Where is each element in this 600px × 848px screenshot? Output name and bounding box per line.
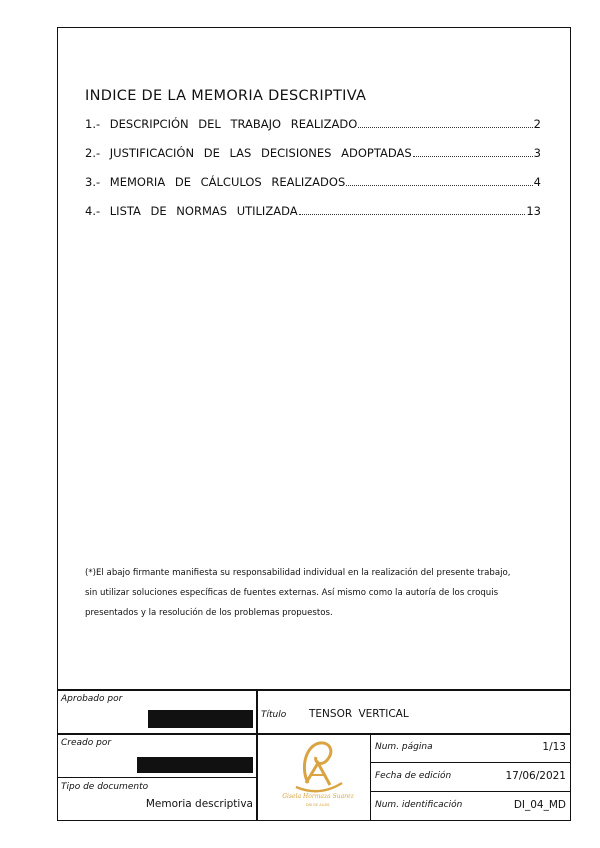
approved-by-label: Aprobado por	[61, 694, 123, 704]
responsibility-note-line-1: (*)El abajo firmante manifiesta su responsabilidad individual en la realización del presente trabajo,	[85, 568, 511, 578]
redacted-name-bar	[148, 710, 253, 728]
toc-item-label: 1.- DESCRIPCIÓN DEL TRABAJO REALIZADO	[85, 117, 358, 131]
author-logo	[270, 733, 366, 817]
toc-item-4	[85, 204, 541, 218]
created-by-label: Creado por	[61, 738, 112, 748]
toc-item-page: 3	[533, 146, 541, 160]
document-title-value: TENSOR VERTICAL	[309, 708, 409, 720]
toc-leader-dots	[299, 214, 526, 215]
logo-subtext: DNI DE ALUM.	[305, 803, 331, 807]
document-type-label: Tipo de documento	[61, 782, 149, 792]
title-label: Título	[261, 710, 287, 720]
title-block-top-border	[57, 689, 571, 691]
logo-text: Gisela Hormaza Suarez	[282, 793, 354, 800]
toc-leader-dots	[358, 127, 532, 128]
toc-item-page: 13	[526, 204, 541, 218]
page-number-value: 1/13	[542, 741, 566, 753]
toc-item-2	[85, 146, 541, 160]
title-block-divider-vertical	[256, 689, 258, 821]
responsibility-note-line-2: sin utilizar soluciones específicas de fuentes externas. Así mismo como la autoría de los croquis	[85, 588, 499, 598]
title-block-row-divider	[370, 762, 571, 763]
index-title: INDICE DE LA MEMORIA DESCRIPTIVA	[85, 88, 367, 104]
title-block-row-divider	[370, 791, 571, 792]
toc-item-3	[85, 175, 541, 189]
identification-number-value: DI_04_MD	[513, 799, 566, 811]
toc-item-label: 4.- LISTA DE NORMAS UTILIZADA	[85, 204, 298, 218]
page-number-label: Num. página	[375, 742, 433, 752]
title-block-divider-right-col	[370, 733, 371, 821]
toc-item-page: 2	[533, 117, 541, 131]
edition-date-label: Fecha de edición	[375, 771, 452, 781]
identification-number-label: Num. identificación	[375, 800, 463, 810]
toc-item-label: 2.- JUSTIFICACIÓN DE LAS DECISIONES ADOPTADAS	[85, 146, 412, 160]
toc-item-label: 3.- MEMORIA DE CÁLCULOS REALIZADOS	[85, 175, 346, 189]
edition-date-value: 17/06/2021	[505, 770, 566, 782]
toc-item-page: 4	[533, 175, 541, 189]
title-block-divider-left	[57, 777, 256, 778]
toc-leader-dots	[346, 185, 532, 186]
toc-leader-dots	[413, 156, 533, 157]
document-type-value: Memoria descriptiva	[145, 798, 253, 810]
responsibility-note-line-3: presentados y la resolución de los problemas propuestos.	[85, 608, 333, 618]
toc-item-1	[85, 117, 541, 131]
redacted-name-bar	[137, 757, 253, 773]
